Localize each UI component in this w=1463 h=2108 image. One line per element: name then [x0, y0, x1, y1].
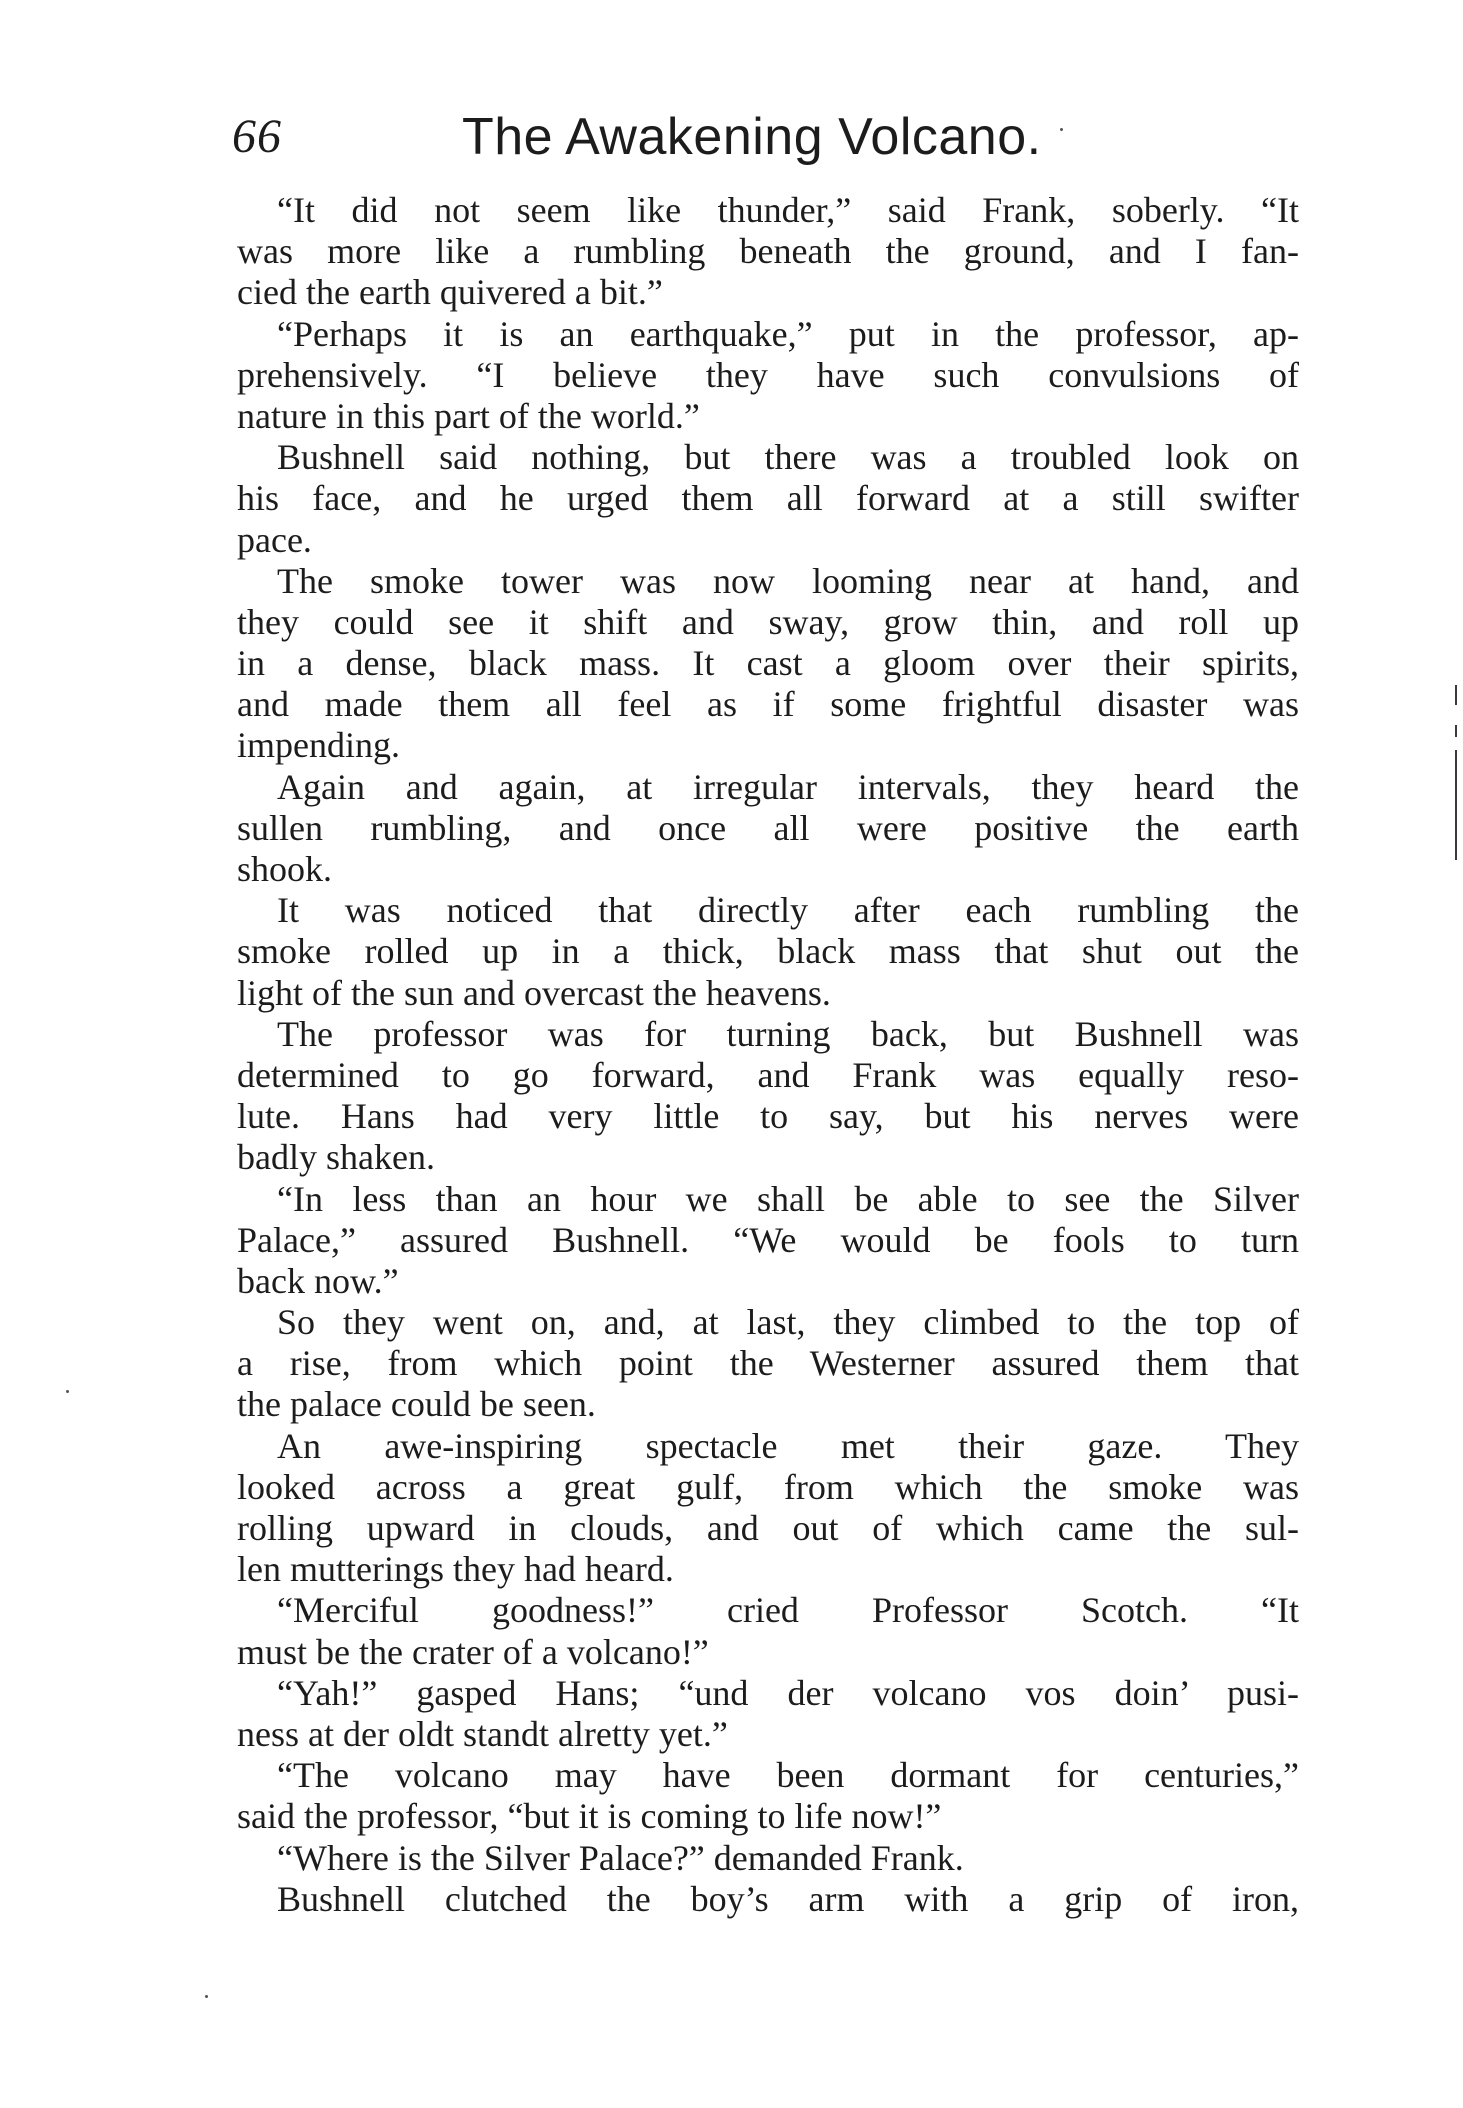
text-line: Again and again, at irregular intervals, they heard the [277, 766, 1299, 807]
text-line: “Perhaps it is an earthquake,” put in the professor, ap- [277, 313, 1299, 354]
text-line: Palace,” assured Bushnell. “We would be fools to turn [237, 1219, 1299, 1260]
running-title: The Awakening Volcano. [462, 108, 1042, 166]
text-line: they could see it shift and sway, grow thin, and roll up [237, 601, 1299, 642]
text-line: “Where is the Silver Palace?” demanded Frank. [277, 1837, 964, 1878]
margin-rule [1455, 750, 1457, 860]
text-line: shook. [237, 849, 333, 889]
paper-speck [1060, 128, 1063, 131]
text-line: the palace could be seen. [237, 1384, 596, 1425]
text-line: len mutterings they had heard. [237, 1549, 674, 1590]
text-line: pace. [237, 519, 312, 560]
text-line: “In less than an hour we shall be able to see the Silver [277, 1178, 1299, 1219]
text-line: sullen rumbling, and once all were positive the earth [237, 807, 1299, 848]
body-text [237, 190, 1299, 1920]
text-line: determined to go forward, and Frank was equally reso- [237, 1054, 1299, 1095]
text-line: back now.” [237, 1260, 399, 1301]
margin-mark [1455, 685, 1457, 705]
text-line: It was noticed that directly after each rumbling the [277, 890, 1299, 931]
text-line: The professor was for turning back, but Bushnell was [277, 1013, 1299, 1054]
text-line: light of the sun and overcast the heavens. [237, 972, 831, 1013]
text-line: his face, and he urged them all forward at a still swifter [237, 478, 1299, 519]
margin-mark [1455, 725, 1457, 737]
text-line: ness at der oldt standt alretty yet.” [237, 1713, 728, 1754]
text-line: impending. [237, 725, 400, 766]
text-line: Bushnell clutched the boy’s arm with a grip of iron, [277, 1878, 1299, 1919]
text-line: a rise, from which point the Westerner assured them that [237, 1343, 1299, 1384]
text-line: prehensively. “I believe they have such convulsions of [237, 354, 1299, 395]
page-number: 66 [232, 110, 282, 163]
text-line: nature in this part of the world.” [237, 395, 700, 436]
paper-speck [66, 1390, 69, 1393]
text-line: So they went on, and, at last, they climbed to the top of [277, 1302, 1299, 1343]
text-line: looked across a great gulf, from which the smoke was [237, 1466, 1299, 1507]
text-line: must be the crater of a volcano!” [237, 1631, 709, 1672]
text-line: The smoke tower was now looming near at hand, and [277, 560, 1299, 601]
text-line: “The volcano may have been dormant for centuries,” [277, 1755, 1299, 1796]
text-line: badly shaken. [237, 1137, 435, 1178]
text-line: An awe-inspiring spectacle met their gaze. They [277, 1425, 1299, 1466]
text-line: rolling upward in clouds, and out of which came the sul- [237, 1508, 1299, 1548]
text-line: cied the earth quivered a bit.” [237, 272, 663, 313]
text-line: “It did not seem like thunder,” said Frank, soberly. “It [277, 190, 1299, 230]
text-line: “Merciful goodness!” cried Professor Scotch. “It [277, 1590, 1299, 1631]
text-line: Bushnell said nothing, but there was a troubled look on [277, 437, 1299, 478]
text-line: was more like a rumbling beneath the ground, and I fan- [237, 231, 1299, 272]
text-line: “Yah!” gasped Hans; “und der volcano vos doin’ pusi- [277, 1672, 1299, 1713]
text-line: smoke rolled up in a thick, black mass that shut out the [237, 931, 1299, 972]
running-head [232, 104, 1292, 174]
text-line: lute. Hans had very little to say, but his nerves were [237, 1096, 1299, 1137]
text-line: and made them all feel as if some frightful disaster was [237, 684, 1299, 725]
text-line: in a dense, black mass. It cast a gloom over their spirits, [237, 643, 1299, 684]
text-line: said the professor, “but it is coming to life now!” [237, 1796, 942, 1837]
paper-speck [205, 1995, 208, 1998]
